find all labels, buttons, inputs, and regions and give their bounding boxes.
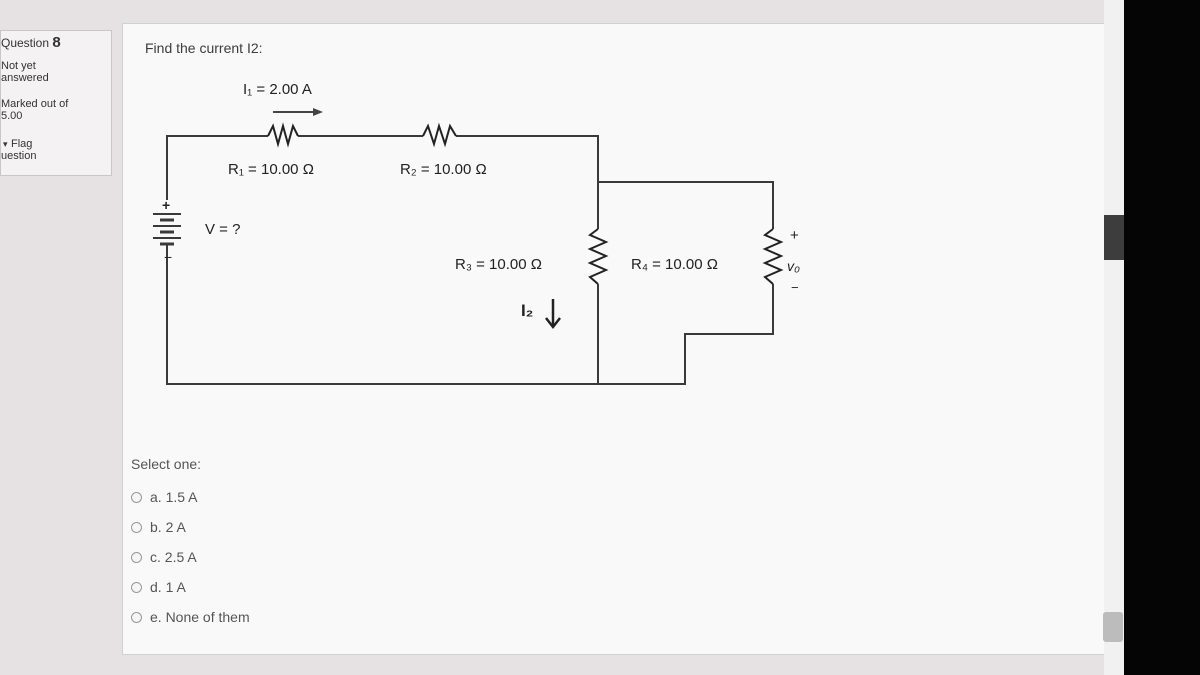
option-b[interactable] bbox=[131, 512, 250, 542]
question-label: Question bbox=[1, 36, 50, 50]
vo-plus: + bbox=[790, 227, 799, 244]
option-d-label: d. 1 A bbox=[150, 579, 186, 595]
answer-options bbox=[131, 456, 250, 632]
option-c[interactable] bbox=[131, 542, 250, 572]
radio-button-icon[interactable] bbox=[131, 552, 142, 563]
select-one-label: Select one: bbox=[131, 456, 202, 472]
question-content bbox=[122, 23, 1144, 655]
screen-bezel bbox=[1124, 0, 1200, 675]
flag-label: Flag bbox=[11, 138, 33, 150]
marked-line-1: Marked out of bbox=[1, 98, 69, 110]
battery-minus: − bbox=[164, 249, 173, 265]
question-info-panel bbox=[0, 30, 112, 176]
resistor-r1-label: R₁ = 10.00 Ω bbox=[228, 161, 314, 178]
option-c-label: c. 2.5 A bbox=[150, 549, 197, 565]
circuit-diagram bbox=[123, 24, 1123, 444]
resistor-r4-label: R₄ = 10.00 Ω bbox=[631, 256, 718, 273]
current-i2-label: I₂ bbox=[521, 301, 534, 320]
resistor-r1-icon bbox=[268, 126, 298, 144]
question-number-value: 8 bbox=[52, 34, 61, 51]
current-i1-arrow-icon bbox=[273, 108, 323, 116]
scrollbar-track[interactable] bbox=[1104, 0, 1124, 675]
current-i1-label: I₁ = 2.00 A bbox=[243, 81, 312, 98]
status-line-2: answered bbox=[1, 72, 49, 84]
resistor-r3-icon bbox=[590, 229, 606, 284]
radio-button-icon[interactable] bbox=[131, 612, 142, 623]
resistor-r4-icon bbox=[765, 229, 781, 284]
resistor-r2-icon bbox=[423, 126, 456, 144]
vo-label: v₀ bbox=[787, 258, 800, 274]
option-e-label: e. None of them bbox=[150, 609, 250, 625]
scrollbar-thumb[interactable] bbox=[1103, 612, 1123, 642]
resistor-r2-label: R₂ = 10.00 Ω bbox=[400, 161, 487, 178]
marked-line-2: 5.00 bbox=[1, 110, 23, 122]
current-i2-arrow-icon bbox=[546, 299, 560, 327]
flag-question-button[interactable] bbox=[3, 138, 33, 150]
battery-icon bbox=[153, 214, 181, 244]
option-d[interactable] bbox=[131, 572, 250, 602]
radio-button-icon[interactable] bbox=[131, 582, 142, 593]
flag-line-2: uestion bbox=[1, 150, 37, 162]
question-number bbox=[1, 34, 61, 51]
option-a[interactable] bbox=[131, 482, 250, 512]
status-line-1: Not yet bbox=[1, 60, 36, 72]
option-b-label: b. 2 A bbox=[150, 519, 186, 535]
vo-minus: − bbox=[791, 280, 799, 295]
option-e[interactable] bbox=[131, 602, 250, 632]
battery-plus: + bbox=[162, 197, 171, 213]
radio-button-icon[interactable] bbox=[131, 522, 142, 533]
voltage-label: V = ? bbox=[205, 221, 241, 238]
resistor-r3-label: R₃ = 10.00 Ω bbox=[455, 256, 542, 273]
side-panel-toggle[interactable] bbox=[1104, 215, 1124, 260]
question-text: Find the current I2: bbox=[145, 40, 263, 56]
flag-icon: ▾ bbox=[3, 139, 8, 149]
radio-button-icon[interactable] bbox=[131, 492, 142, 503]
option-a-label: a. 1.5 A bbox=[150, 489, 198, 505]
